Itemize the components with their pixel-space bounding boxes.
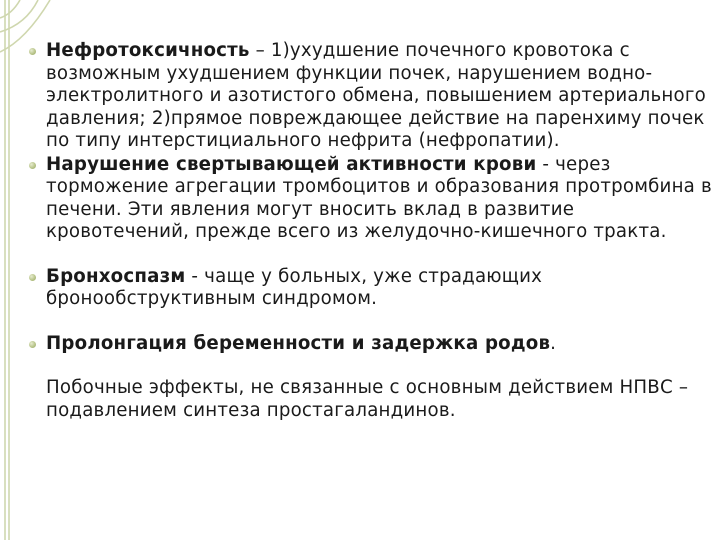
bullet-icon (29, 48, 36, 55)
item-term: Бронхоспазм (46, 265, 186, 287)
list-item (29, 266, 719, 311)
side-effects-note: Побочные эффекты, не связанные с основным действием НПВС – подавлением синтеза простагаландинов. (46, 377, 689, 421)
slide-content (29, 40, 719, 422)
list-item (29, 40, 719, 153)
item-term: Пролонгация беременности и задержка родов (46, 332, 551, 354)
item-term: Нефротоксичность (46, 40, 250, 61)
list-item (29, 333, 719, 356)
bullet-icon (29, 274, 36, 281)
bullet-icon (29, 162, 36, 169)
item-text: . (550, 332, 557, 354)
item-term: Нарушение свертывающей активности крови (46, 153, 537, 175)
item-text: - через торможение агрегации тромбоцитов и образования протромбина в печени. Эти явления могут вносить вклад в развитие кровотечений, прежде всего из желудочно-кишечного тракта. (46, 153, 712, 242)
item-text: – 1)ухудшение почечного кровотока с возможным ухудшением функции почек, нарушением водно-электролитного и азотистого обмена, повышением артериального давления; 2)прямое повреждающее действие на паренхиму почек по типу интерстициального нефрита (нефропатии). (46, 40, 706, 151)
bullet-icon (29, 341, 36, 348)
list-item (29, 154, 719, 244)
item-text: - чаще у больных, уже страдающих бронообструктивным синдромом. (46, 265, 543, 309)
